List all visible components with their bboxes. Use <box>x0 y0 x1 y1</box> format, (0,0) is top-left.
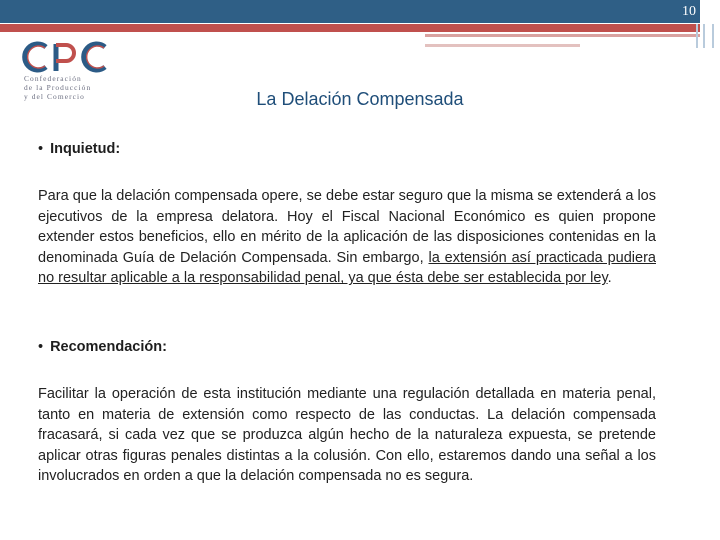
paragraph-text: Facilitar la operación de esta institución mediante una regulación detallada en materia penal, tanto en materia de extensión como respecto de las conductas. La delación compensada fracasará, si cada vez que se produzca algún hecho de la naturaleza expuesta, se pretende aplicar otras figuras penales distintas a la colusión. Con ello, estaremos dando una señal a los involucrados en orden a que la delación compensada no es segura. <box>38 386 656 485</box>
slide-title <box>0 89 720 110</box>
slide-number: 10 <box>682 4 696 19</box>
bullet-icon: • <box>38 141 44 157</box>
section-heading-recomendacion <box>38 339 167 355</box>
header-thin-stripe-short <box>425 44 580 47</box>
section-paragraph-recomendacion <box>38 384 656 487</box>
header-accent-stripe <box>0 24 700 32</box>
header-vertical-lines <box>696 24 714 48</box>
section-heading-inquietud <box>38 141 120 157</box>
paragraph-text: Para que la delación compensada opere, se debe estar seguro que la misma se extenderá a los ejecutivos de la empresa delatora. Hoy el Fiscal Nacional Económico es quien propone extender estos beneficios, ello en mérito de la aplicación de las disposiciones contenidas en la denominada Guía de Delación Compensada. Sin embargo, <box>38 188 656 266</box>
logo-line: Confederación <box>24 74 82 83</box>
header-bar <box>0 0 700 23</box>
slide-title-text: La Delación Compensada <box>256 89 464 109</box>
section-paragraph-inquietud <box>38 186 656 289</box>
paragraph-underlined-text: la extensión así practicada pudiera no resultar aplicable a la responsabilidad penal, ya que ésta debe ser establecida por ley <box>38 249 656 287</box>
logo-line: y del Comercio <box>24 92 85 101</box>
logo-line: de la Producción <box>24 83 92 92</box>
section-heading-text: Recomendación: <box>50 339 167 355</box>
section-heading-text: Inquietud: <box>50 141 121 157</box>
cpc-logo-mark <box>22 40 112 74</box>
header-thin-stripe <box>425 34 700 37</box>
bullet-icon: • <box>38 339 44 355</box>
paragraph-text-end: . <box>607 270 612 287</box>
